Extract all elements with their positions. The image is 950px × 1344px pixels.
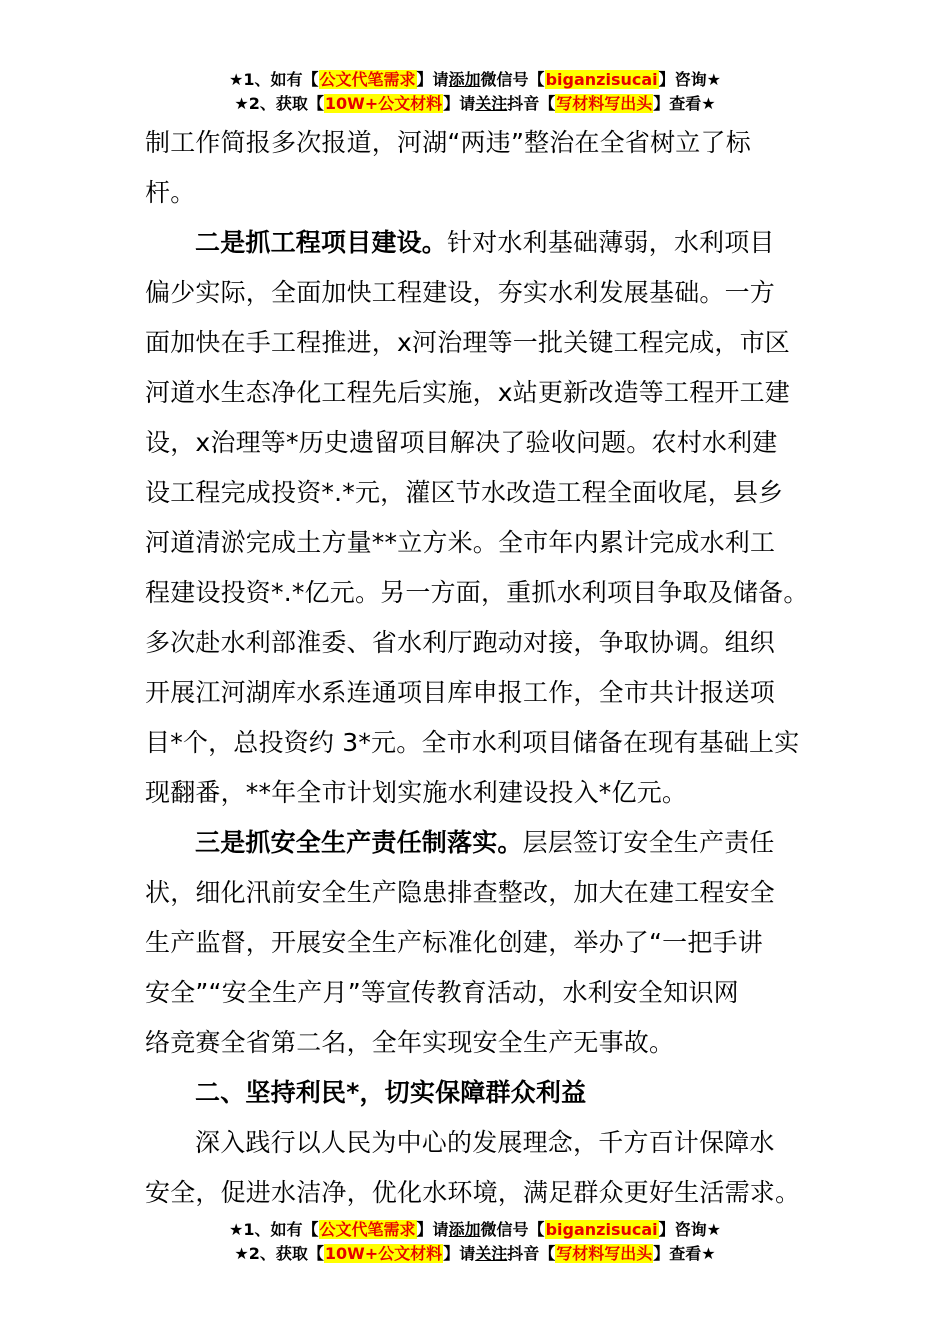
text-line: 现翻番，**年全市计划实施水利建设投入*亿元。 (145, 778, 688, 807)
douyin-tag: 写材料写出头 (556, 94, 653, 113)
text-line: 设工程完成投资*.*元，灌区节水改造工程全面收尾，县乡 (145, 478, 784, 507)
paragraph-4 (145, 1118, 825, 1218)
text-line: 多次赴水利部淮委、省水利厅跑动对接，争取协调。组织 (145, 628, 776, 657)
banner-line-1 (0, 1218, 950, 1242)
banner-text: 】查看★ (653, 94, 716, 113)
banner-line-2 (0, 92, 950, 116)
text-line: 偏少实际，全面加快工程建设，夯实水利发展基础。一方 (145, 278, 776, 307)
text-line: 状，细化汛前安全生产隐患排查整改，加大在建工程安全 (145, 878, 776, 907)
banner-text: 】查看★ (653, 1244, 716, 1263)
wechat-id-tag: biganzisucai (545, 1220, 658, 1239)
banner-text: ★1、如有【 (229, 1220, 319, 1239)
banner-line-2 (0, 1242, 950, 1266)
banner-text: 抖音【 (507, 94, 556, 113)
banner-text: 】请 (443, 1244, 476, 1263)
text-run: 针对水利基础薄弱，水利项目 (447, 228, 775, 257)
banner-text: 】请 (443, 94, 476, 113)
banner-text-underlined: 添加 (448, 70, 481, 89)
text-line: 河道清淤完成土方量**立方米。全市年内累计完成水利工 (145, 528, 776, 557)
highlight-tag: 公文代笔需求 (319, 70, 416, 89)
text-line: 杆。 (145, 178, 196, 207)
text-line: 设，x治理等*历史遗留项目解决了验收问题。农村水利建 (145, 428, 778, 457)
text-line: 深入践行以人民为中心的发展理念，千方百计保障水 (195, 1128, 775, 1157)
text-line: 生产监督，开展安全生产标准化创建，举办了“一把手讲 (145, 928, 763, 957)
text-line: 安全”“安全生产月”等宣传教育活动，水利安全知识网 (145, 978, 739, 1007)
text-line: 络竞赛全省第二名，全年实现安全生产无事故。 (145, 1028, 675, 1057)
banner-text: 微信号【 (480, 1220, 545, 1239)
banner-text-underlined: 关注 (475, 94, 508, 113)
document-body (145, 118, 825, 1218)
paragraph-3 (145, 818, 825, 1068)
text-run: 层层签订安全生产责任 (522, 828, 775, 857)
text-line (145, 818, 825, 868)
wechat-id-tag: biganzisucai (545, 70, 658, 89)
banner-text: 】请 (416, 1220, 449, 1239)
text-line: 制工作简报多次报道，河湖“两违”整治在全省树立了标 (145, 128, 751, 157)
text-line: 程建设投资*.*亿元。另一方面，重抓水利项目争取及储备。 (145, 578, 809, 607)
paragraph-heading: 二是抓工程项目建设。 (195, 228, 448, 257)
text-line: 目*个，总投资约 3*元。全市水利项目储备在现有基础上实 (145, 728, 800, 757)
highlight-tag: 公文代笔需求 (319, 1220, 416, 1239)
paragraph-1 (145, 118, 825, 218)
header-banner (0, 68, 950, 116)
section-heading-2 (145, 1068, 825, 1118)
banner-text: ★1、如有【 (229, 70, 319, 89)
section-heading: 二、坚持利民*，切实保障群众利益 (195, 1078, 587, 1107)
paragraph-2 (145, 218, 825, 818)
banner-text: 】请 (416, 70, 449, 89)
banner-text: ★2、获取【 (234, 94, 324, 113)
banner-text: 微信号【 (480, 70, 545, 89)
banner-text: 】咨询★ (658, 70, 721, 89)
footer-banner (0, 1218, 950, 1266)
banner-text-underlined: 关注 (475, 1244, 508, 1263)
highlight-tag: 10W+公文材料 (324, 1244, 443, 1263)
banner-text: ★2、获取【 (234, 1244, 324, 1263)
banner-text-underlined: 添加 (448, 1220, 481, 1239)
paragraph-heading: 三是抓安全生产责任制落实。 (195, 828, 523, 857)
text-line: 开展江河湖库水系连通项目库申报工作，全市共计报送项 (145, 678, 776, 707)
banner-text: 】咨询★ (658, 1220, 721, 1239)
banner-line-1 (0, 68, 950, 92)
banner-text: 抖音【 (507, 1244, 556, 1263)
douyin-tag: 写材料写出头 (556, 1244, 653, 1263)
text-line: 河道水生态净化工程先后实施，x站更新改造等工程开工建 (145, 378, 790, 407)
highlight-tag: 10W+公文材料 (324, 94, 443, 113)
text-line: 面加快在手工程推进，x河治理等一批关键工程完成，市区 (145, 328, 790, 357)
text-line (145, 218, 825, 268)
text-line: 安全，促进水洁净，优化水环境，满足群众更好生活需求。 (145, 1178, 801, 1207)
